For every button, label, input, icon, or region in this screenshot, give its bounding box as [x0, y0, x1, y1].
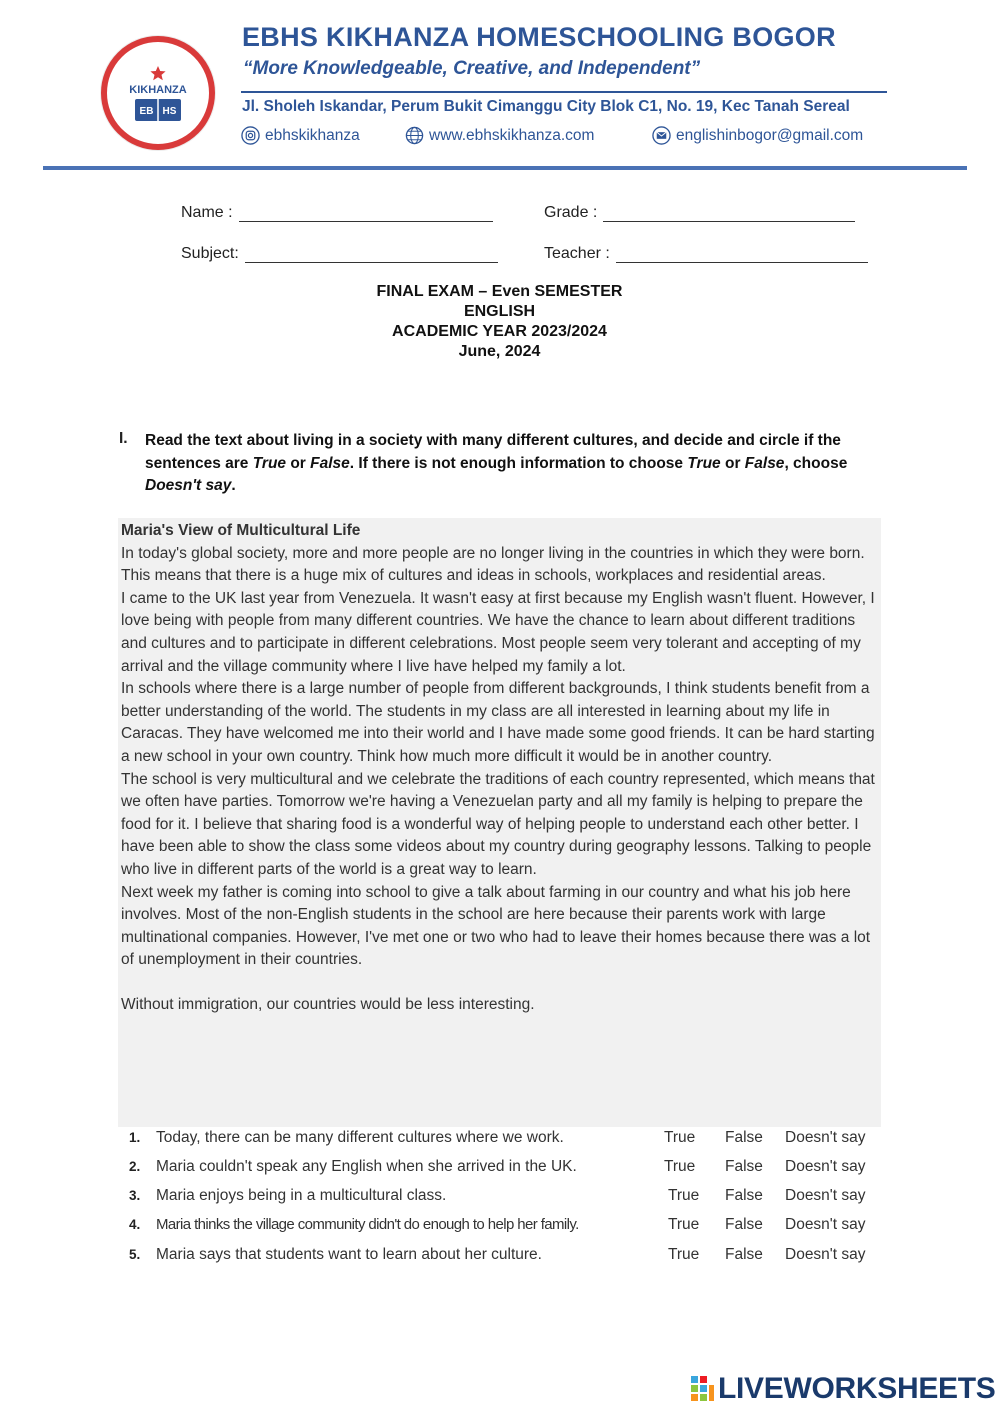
option-false[interactable]: False — [725, 1158, 763, 1175]
contact-website[interactable] — [405, 126, 594, 145]
school-address: Jl. Sholeh Iskandar, Perum Bukit Cimanggu City Blok C1, No. 19, Kec Tanah Sereal — [242, 98, 850, 115]
section-instruction — [145, 430, 885, 498]
reading-passage — [118, 518, 881, 1127]
exam-title-line2: ENGLISH — [463, 303, 536, 320]
option-true[interactable]: True — [668, 1216, 700, 1233]
name-blank[interactable] — [239, 205, 493, 222]
passage-paragraph: I came to the UK last year from Venezuela. It wasn't easy at first because my English wasn't fluent. However, I love being with people from many different countries. We have the chance to learn about different traditions and cultures and to participate in different celebrations. Most people seem very tolerant and accepting of my arrival and the village community where I live have helped my family a lot. — [121, 589, 875, 675]
instr-true: True — [252, 454, 287, 472]
school-name: EBHS KIKHANZA HOMESCHOOLING BOGOR — [242, 22, 836, 52]
subject-field[interactable] — [181, 245, 498, 263]
name-label: Name : — [181, 204, 233, 221]
instagram-icon — [241, 126, 260, 145]
exam-title — [0, 282, 999, 362]
option-false[interactable]: False — [725, 1129, 763, 1146]
logo-text: KIKHANZA — [129, 84, 187, 96]
instr-text: . If there is not enough information to choose — [349, 454, 688, 472]
option-false[interactable]: False — [725, 1246, 763, 1263]
option-true[interactable]: True — [668, 1187, 700, 1204]
question-text: Maria says that students want to learn about her culture. — [156, 1246, 542, 1263]
subject-label: Subject: — [181, 245, 239, 262]
grade-blank[interactable] — [603, 205, 855, 222]
liveworksheets-icon — [691, 1376, 715, 1402]
question-number: 3. — [129, 1188, 141, 1203]
exam-title-line3: ACADEMIC YEAR 2023/2024 — [392, 323, 607, 340]
website-link: www.ebhskikhanza.com — [429, 126, 595, 144]
subject-blank[interactable] — [245, 246, 498, 263]
teacher-field[interactable] — [544, 245, 868, 263]
question-number: 4. — [129, 1217, 141, 1232]
option-doesnt-say[interactable]: Doesn't say — [785, 1246, 866, 1263]
option-false[interactable]: False — [725, 1216, 763, 1233]
exam-title-line4: June, 2024 — [458, 343, 541, 360]
passage-title: Maria's View of Multicultural Life — [121, 522, 361, 539]
instr-text: , choose — [784, 454, 848, 472]
question-number: 1. — [129, 1130, 141, 1145]
instagram-handle: ebhskikhanza — [265, 126, 360, 144]
passage-paragraph: Next week my father is coming into school to give a talk about farming in our country and what his job here involves. Most of the non-English students in the school are here because their parents work with large multinational companies. However, I've met one or two who had to leave their homes because there was a lot of unemployment in their countries. — [121, 883, 871, 969]
question-row — [118, 1187, 878, 1209]
question-number: 5. — [129, 1247, 141, 1262]
question-row — [118, 1246, 878, 1268]
grade-field[interactable] — [544, 204, 855, 222]
option-false[interactable]: False — [725, 1187, 763, 1204]
email-address: englishinbogor@gmail.com — [676, 126, 864, 144]
question-text: Maria thinks the village community didn't do enough to help her family. — [156, 1216, 579, 1233]
option-doesnt-say[interactable]: Doesn't say — [785, 1129, 866, 1146]
exam-title-line1: FINAL EXAM – Even SEMESTER — [376, 283, 623, 300]
passage-closing: Without immigration, our countries would be less interesting. — [121, 996, 535, 1014]
question-number: 2. — [129, 1159, 141, 1174]
header-rule — [43, 166, 967, 170]
liveworksheets-text: LIVEWORKSHEETS — [718, 1372, 996, 1405]
passage-paragraph: The school is very multicultural and we celebrate the traditions of each country represented, which means that we often have parties. Tomorrow we're having a Venezuelan party and all my family is helping to prepare the food for it. I believe that sharing food is a wonderful way of helping people to understand each other better. I have been able to show the class some videos about my country during geography lessons. Talking to people who live in different parts of the world is a great way to learn. — [121, 770, 875, 878]
question-row — [118, 1216, 878, 1238]
passage-spacer — [121, 972, 878, 995]
option-true[interactable]: True — [664, 1129, 696, 1146]
globe-icon — [405, 126, 424, 145]
instr-doesnt-say: Doesn't say — [145, 477, 232, 494]
name-field[interactable] — [181, 204, 493, 222]
option-doesnt-say[interactable]: Doesn't say — [785, 1216, 866, 1233]
passage-paragraph: In today's global society, more and more people are no longer living in the countries in which they were born. This means that there is a huge mix of cultures and ideas in schools, workplaces and residential areas. — [121, 544, 865, 585]
teacher-label: Teacher : — [544, 245, 610, 262]
logo-badge-right: HS — [162, 106, 177, 117]
instr-true: True — [687, 454, 721, 472]
logo-badge-left: EB — [139, 106, 154, 117]
instr-text: . — [231, 477, 236, 494]
question-text: Maria enjoys being in a multicultural class. — [156, 1187, 447, 1204]
question-row — [118, 1158, 878, 1180]
email-icon — [652, 126, 671, 145]
teacher-blank[interactable] — [616, 246, 868, 263]
instr-false: False — [310, 454, 350, 472]
contact-email[interactable] — [652, 126, 863, 145]
section-number: I. — [119, 430, 128, 447]
option-doesnt-say[interactable]: Doesn't say — [785, 1158, 866, 1175]
option-doesnt-say[interactable]: Doesn't say — [785, 1187, 866, 1204]
question-text: Maria couldn't speak any English when she arrived in the UK. — [156, 1158, 577, 1175]
header-divider — [241, 91, 887, 93]
instr-or: or — [286, 454, 311, 472]
option-true[interactable]: True — [664, 1158, 696, 1175]
grade-label: Grade : — [544, 204, 598, 221]
passage-paragraph: In schools where there is a large number of people from different backgrounds, I think students benefit from a better understanding of the world. The students in my class are all interested in learning about my life in Caracas. They have welcomed me into their world and I have made some good friends. It can be hard starting a new school in your own country. Think how much more difficult it would be in another country. — [121, 680, 875, 765]
school-tagline: “More Knowledgeable, Creative, and Independent” — [243, 58, 701, 79]
instr-or: or — [720, 454, 745, 472]
liveworksheets-brand[interactable] — [691, 1373, 996, 1405]
instr-text: Read the text about living in a society with many different cultures, and decide and circle if the sentences are — [145, 432, 841, 472]
school-logo — [98, 33, 218, 153]
question-row — [118, 1129, 878, 1151]
question-text: Today, there can be many different cultures where we work. — [156, 1129, 564, 1146]
instr-false: False — [744, 454, 785, 472]
contact-instagram[interactable] — [241, 126, 360, 145]
option-true[interactable]: True — [668, 1246, 700, 1263]
